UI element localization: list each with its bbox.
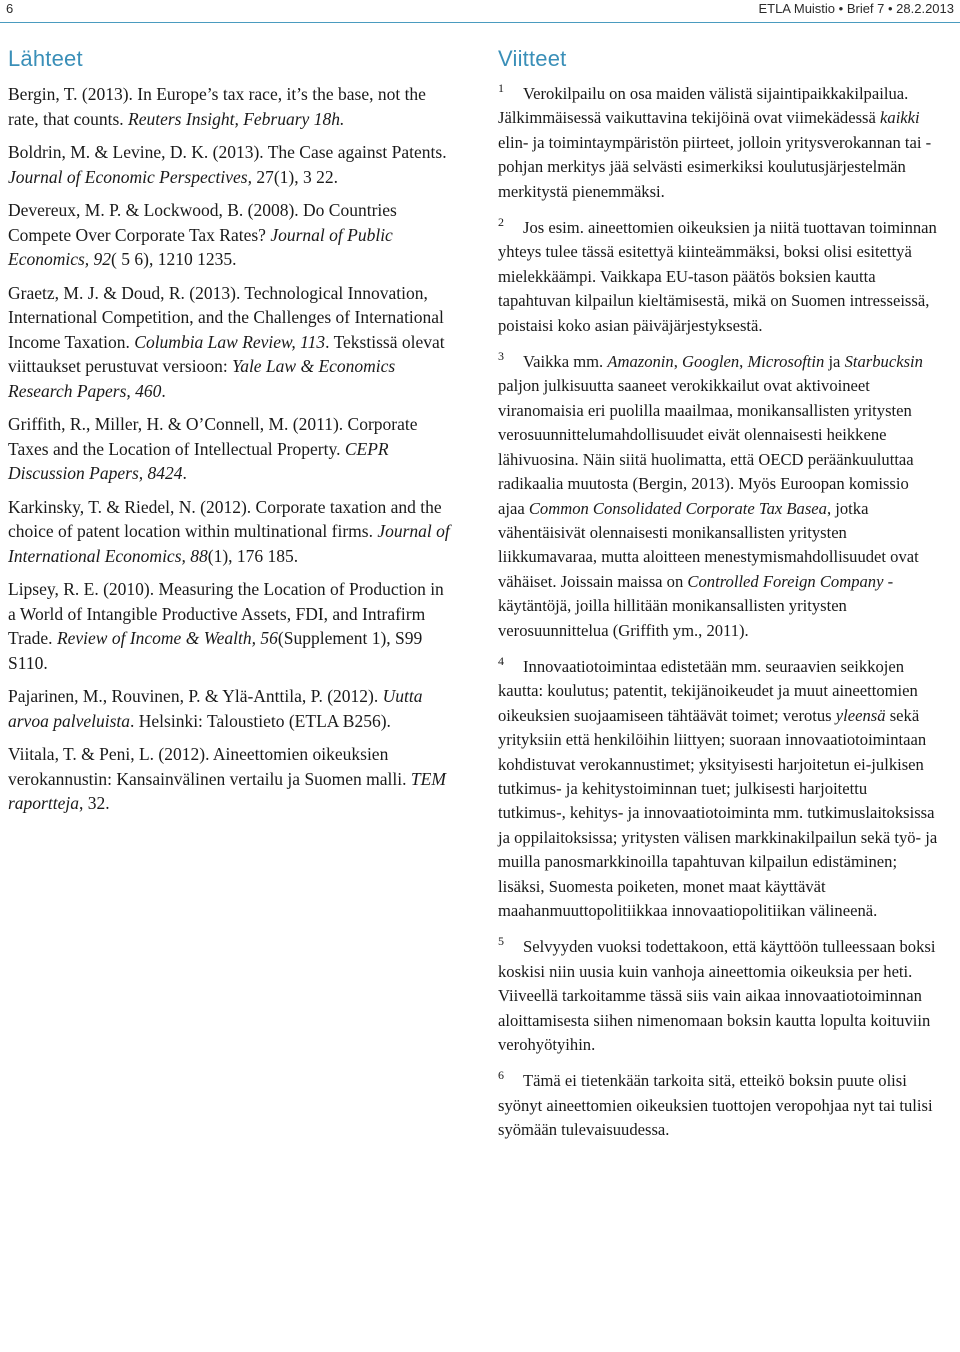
reference-item: [8, 82, 454, 131]
reference-text: Karkinsky, T. & Riedel, N. (2012). Corporate taxation and the choice of patent location within multinational firms.: [8, 496, 442, 541]
footnote-number: 3: [498, 349, 504, 364]
footnote-emphasis: Controlled Foreign Company: [687, 571, 884, 591]
reference-text: .: [182, 463, 187, 483]
footnote: [498, 350, 938, 643]
footnote-number: 6: [498, 1068, 504, 1083]
footnote-segment: Jos esim. aineettomien oikeuksien ja niitä tuottavan toiminnan yhteys tulee tässä esitettyä kiinteämmäksi, boksi olisi esitettyä mielekkäämpi. Vaikkapa EU-tason päätös boksien kautta tapahtuvan kilpailun kieltämisestä, mikä on Suomen intresseissä, poistaisi koko asian päiväjärjestyksestä.: [498, 218, 937, 335]
reference-text: Graetz, M. J. & Doud, R. (2013). Technological Innovation, International Competition, and the Challenges of International Income Taxation.: [8, 282, 444, 352]
footnote-emphasis: Amazonin: [607, 352, 674, 372]
reference-item: [8, 198, 454, 272]
reference-item: [8, 577, 454, 675]
footnote-text: [498, 84, 931, 201]
footnote-segment: ja: [824, 352, 845, 372]
reference-item: [8, 281, 454, 404]
footnote-segment: -käytäntöjä, joilla hillitään monikansallisten yritysten verosuunnittelua (Griffith ym., 2011).: [498, 571, 894, 640]
reference-source: CEPR Discussion Papers, 8424: [8, 438, 389, 483]
footnote-segment: Innovaatiotoimintaa edistetään mm. seuraavien seikkojen kautta: koulutus; patentit, tekijänoikeudet ja muut aineettomien oikeuksien suojaamiseen tähtäävät toimet; verotus: [498, 656, 918, 725]
footnote-emphasis: Googlen: [682, 352, 740, 372]
reference-item: [8, 140, 454, 189]
reference-text: . Tekstissä olevat viittaukset perustuvat versioon:: [8, 331, 445, 376]
footnote-number: 1: [498, 81, 504, 95]
reference-text: 27(1), 3 22.: [256, 166, 338, 187]
reference-text: Boldrin, M. & Levine, D. K. (2013). The Case against Patents.: [8, 142, 447, 162]
reference-text: Viitala, T. & Peni, L. (2012). Aineettomien oikeuksien verokannustin: Kansainvälinen vertailu ja Suomen malli.: [8, 744, 411, 789]
reference-text: Bergin, T. (2013). In Europe’s tax race, it’s the base, not the rate, that counts.: [8, 84, 426, 129]
footnote-number: 4: [498, 653, 504, 668]
footnote-emphasis: Microsoftin: [747, 352, 825, 372]
footnote-segment: ,: [739, 352, 748, 372]
reference-source: Journal of Public Economics, 92: [8, 224, 393, 269]
reference-text: . Helsinki: Taloustieto (ETLA B256).: [130, 710, 391, 731]
reference-text: , 32.: [78, 793, 110, 813]
reference-item: [8, 412, 454, 486]
footnote-segment: elin- ja toimintaympäristön piirteet, jolloin yritysverokannan tai -pohjan merkitys jää selvästi esimerkiksi koulutusjärjestelmän merkitystä pienemmäksi.: [498, 132, 932, 201]
reference-text: Devereux, M. P. & Lockwood, B. (2008). Do Countries Compete Over Corporate Tax Rates?: [8, 200, 397, 245]
reference-text: (Supplement 1), S99 S110.: [8, 628, 423, 673]
reference-text: Pajarinen, M., Rouvinen, P. & Ylä-Anttila, P. (2012).: [8, 686, 383, 706]
reference-source: Reuters Insight, February 18h.: [128, 108, 345, 129]
reference-source: Yale Law & Economics Research Papers, 460: [8, 356, 396, 401]
page-header: [0, 0, 960, 23]
footnote-segment: sekä yrityksiin että henkilöihin liittyen; suoraan innovaatiotoimintaan kohdistuvat verokannustimet; yksityisesti harjoitetun ei-julkisen tutkimus- ja kehitystoiminnan tuet; julkisesti harjoitettu tutkimus-, kehitys- ja innovaatiotoiminta mm. tutkimuslaitoksissa ja oppilaitoksissa; yritysten välisen markkinakilpailun sekä työ- ja muilla panosmarkkinoilla tapahtuvan kilpailun edistäminen; lisäksi, Suomesta poiketen, monet maat käyttävät maahanmuuttopolitiikkaa innovaatiopolitiikan välineenä.: [498, 705, 938, 920]
footnote-text: [498, 352, 923, 639]
footnote-text: [498, 937, 935, 1054]
footnote: [498, 1069, 938, 1142]
reference-item: [8, 684, 454, 733]
reference-source: Columbia Law Review, 113: [134, 331, 326, 352]
reference-list: [8, 82, 454, 816]
reference-item: [8, 742, 454, 816]
footnote-emphasis: Common Consolidated Corporate Tax Basea: [528, 498, 827, 518]
footnote-segment: Verokilpailu on osa maiden välistä sijaintipaikkakilpailua. Jälkimmäisessä vaikuttavina tekijöinä ovat viimekädessä: [498, 84, 909, 128]
footnote-text: [498, 657, 937, 920]
footnote: [498, 216, 938, 338]
footnote: [498, 935, 938, 1057]
footnote: [498, 655, 938, 923]
notes-column: [498, 46, 938, 1155]
footnote: [498, 82, 938, 204]
footnote-number: 2: [498, 215, 504, 230]
footnote-emphasis: kaikki: [880, 108, 920, 128]
reference-text: ( 5 6), 1210 1235.: [111, 249, 237, 269]
footnote-list: [498, 82, 938, 1143]
reference-source: Uutta arvoa palveluista: [8, 686, 423, 731]
reference-source: Journal of International Economics, 88: [8, 521, 450, 566]
footnote-segment: ,: [673, 352, 683, 372]
reference-source: TEM raportteja: [8, 768, 446, 813]
footnote-number: 5: [498, 934, 504, 949]
reference-text: (1), 176 185.: [207, 545, 299, 566]
references-heading: Lähteet: [8, 46, 83, 71]
reference-text: .: [161, 380, 166, 401]
publication-info: ETLA Muistio • Brief 7 • 28.2.2013: [758, 1, 954, 16]
footnote-emphasis: Starbucksin: [844, 352, 923, 372]
footnote-text: [498, 1071, 933, 1139]
footnote-segment: paljon julkisuutta saaneet verokikkailut ovat aktivoineet viranomaisia eri puolilla maailmaa, monikansallisten yritysten verosuunnittelumahdollisuudet eivät olennaisesti heikkene lähivuosina. Näin siitä huolimatta, että OECD peräänkuuluttaa radikaalia muutosta (Bergin, 2013). Myös Euroopan komissio ajaa: [498, 376, 914, 518]
footnote-segment: Vaikka mm.: [523, 352, 608, 372]
reference-text: Griffith, R., Miller, H. & O’Connell, M. (2011). Corporate Taxes and the Location of Intellectual Property.: [8, 414, 418, 459]
footnote-segment: , jotka vähentäisivät olennaisesti monikansallisten yritysten liikkumavaraa, mutta aloitteen menestymismahdollisuudet ovat vähäiset. Joissain maissa on: [498, 498, 919, 591]
footnote-emphasis: yleensä: [835, 705, 886, 725]
reference-source: Review of Income & Wealth, 56: [56, 628, 278, 648]
page-number: 6: [6, 1, 14, 16]
notes-heading: Viitteet: [498, 46, 567, 71]
reference-text: Lipsey, R. E. (2010). Measuring the Location of Production in a World of Intangible Productive Assets, FDI, and Intrafirm Trade.: [8, 579, 444, 648]
references-column: [8, 46, 454, 825]
reference-item: [8, 495, 454, 569]
reference-source: Journal of Economic Perspectives,: [8, 166, 257, 187]
footnote-text: [498, 218, 937, 335]
footnote-segment: Selvyyden vuoksi todettakoon, että käyttöön tulleessaan boksi koskisi niin uusia kuin vanhoja aineettomia oikeuksia per heti. Viiveellä tarkoitamme tässä siis vain aikaa innovaatiotoiminnan aloittamisesta siihen nimenomaan boksin kautta lopulta koituviin verohyötyihin.: [498, 937, 936, 1055]
footnote-segment: Tämä ei tietenkään tarkoita sitä, etteikö boksin puute olisi syönyt aineettomien oikeuksien tuottojen veropohjaa nyt tai tulisi syömään tulevaisuudessa.: [498, 1071, 933, 1140]
